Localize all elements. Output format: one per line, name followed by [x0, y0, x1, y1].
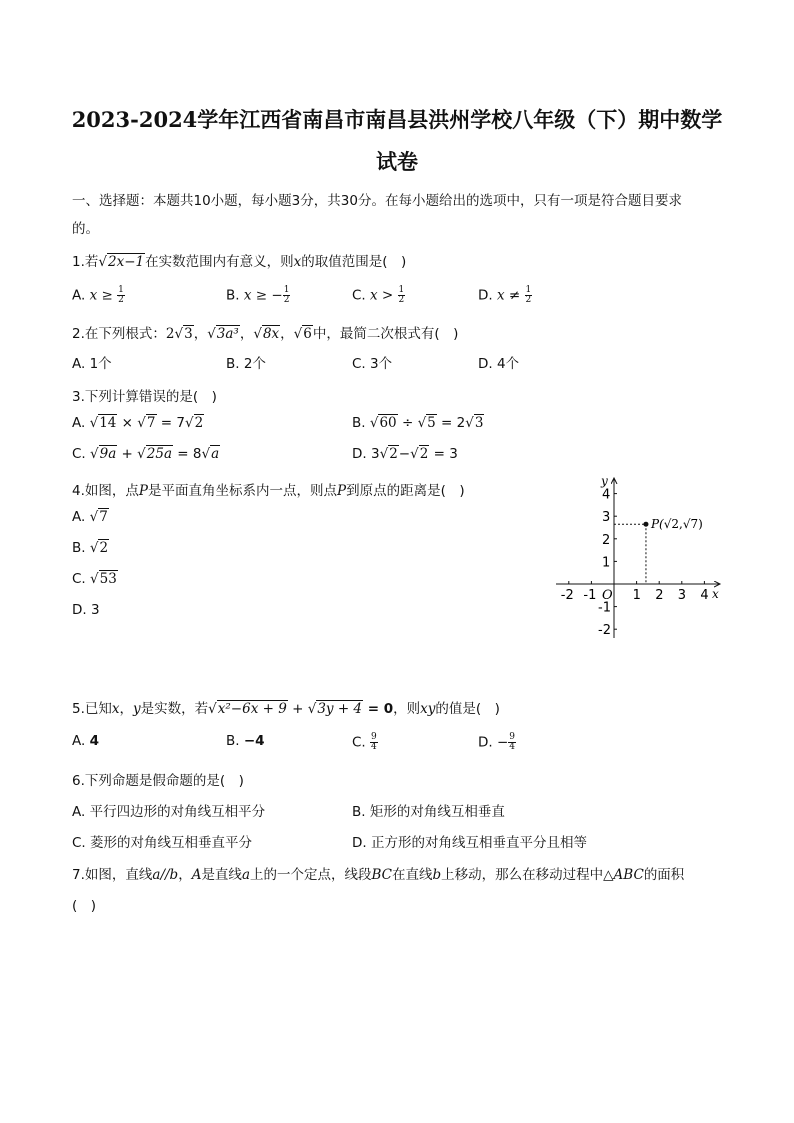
x-tick-label: -2: [560, 588, 574, 603]
question-2: 2.在下列根式：2√3，√3a³，√8x，√6中，最简二次根式有( ): [72, 326, 459, 342]
paper-title-line2: 试卷: [376, 149, 418, 174]
q5-option-b[interactable]: B. −4: [226, 733, 265, 749]
q6-option-c[interactable]: C. 菱形的对角线互相垂直平分: [72, 835, 253, 851]
coordinate-graph: [552, 474, 728, 644]
q1-option-a[interactable]: A. x ≥ $\frac{1}{2}$: [72, 285, 124, 305]
section-heading: 一、选择题：本题共10小题，每小题3分，共30分。在每小题给出的选项中，只有一项是符合题目要求: [72, 193, 682, 209]
x-tick-label: 1: [632, 588, 641, 603]
q5-option-c[interactable]: C. $\frac{9}{4}$: [352, 732, 377, 752]
q4-option-a[interactable]: A. √7: [72, 509, 108, 525]
x-axis-label: x: [712, 587, 719, 601]
q1-option-c[interactable]: C. x > $\frac{1}{2}$: [352, 285, 405, 305]
q4-option-c[interactable]: C. √53: [72, 571, 117, 587]
x-tick-label: 3: [677, 588, 687, 603]
question-4: 4.如图，点P是平面直角坐标系内一点，则点P到原点的距离是( ): [72, 483, 465, 499]
q5-option-d[interactable]: D. − $\frac{9}{4}$: [478, 732, 516, 752]
section-heading-cont: 的。: [72, 221, 99, 237]
question-6: 6.下列命题是假命题的是( ): [72, 773, 244, 789]
question-1: 1.若√2x−1在实数范围内有意义，则x的取值范围是( ): [72, 254, 407, 270]
question-5: 5.已知x，y是实数，若√x²−6x + 9 + √3y + 4 = 0，则xy的值是( ): [72, 701, 500, 717]
q4-option-d[interactable]: D. 3: [72, 602, 100, 618]
q3-option-a[interactable]: A. √14 × √7 = 7√2: [72, 415, 204, 431]
q6-option-a[interactable]: A. 平行四边形的对角线互相平分: [72, 804, 266, 820]
origin-label: O: [602, 588, 613, 603]
q6-option-b[interactable]: B. 矩形的对角线互相垂直: [352, 804, 505, 820]
q6-option-d[interactable]: D. 正方形的对角线互相垂直平分且相等: [352, 835, 587, 851]
y-tick-label: -1: [598, 600, 611, 616]
question-3: 3.下列计算错误的是( ): [72, 389, 217, 405]
point-p-label: P(√2,√7): [650, 517, 703, 532]
q3-option-b[interactable]: B. √60 ÷ √5 = 2√3: [352, 415, 484, 431]
question-7-cont: ( ): [72, 898, 97, 914]
y-tick-label: 4: [602, 487, 611, 503]
x-tick-label: 2: [655, 588, 664, 603]
x-tick-label: -1: [583, 588, 597, 603]
q1-option-d[interactable]: D. x ≠ $\frac{1}{2}$: [478, 285, 532, 305]
y-tick-label: 1: [602, 555, 611, 571]
q3-option-c[interactable]: C. √9a + √25a = 8√a: [72, 446, 220, 462]
q2-option-a[interactable]: A. 1个: [72, 356, 112, 372]
question-7: 7.如图，直线a//b，A是直线a上的一个定点，线段BC在直线b上移动，那么在移动过程中△ABC的面积: [72, 867, 685, 883]
y-tick-label: -2: [598, 623, 611, 639]
y-tick-label: 2: [602, 532, 611, 548]
q1-option-b[interactable]: B. x ≥ − $\frac{1}{2}$: [226, 285, 290, 305]
q5-option-a[interactable]: A. 4: [72, 733, 99, 749]
x-tick-label: 4: [700, 588, 709, 603]
y-axis-label: y: [601, 474, 608, 488]
q4-option-b[interactable]: B. √2: [72, 540, 109, 556]
paper-title-line1: 2023-2024学年江西省南昌市南昌县洪州学校八年级（下）期中数学: [71, 107, 723, 132]
q2-option-b[interactable]: B. 2个: [226, 356, 266, 372]
y-tick-label: 3: [602, 510, 611, 526]
q2-option-d[interactable]: D. 4个: [478, 356, 520, 372]
q2-option-c[interactable]: C. 3个: [352, 356, 393, 372]
point-p: [643, 522, 648, 527]
q3-option-d[interactable]: D. 3√2−√2 = 3: [352, 446, 458, 462]
